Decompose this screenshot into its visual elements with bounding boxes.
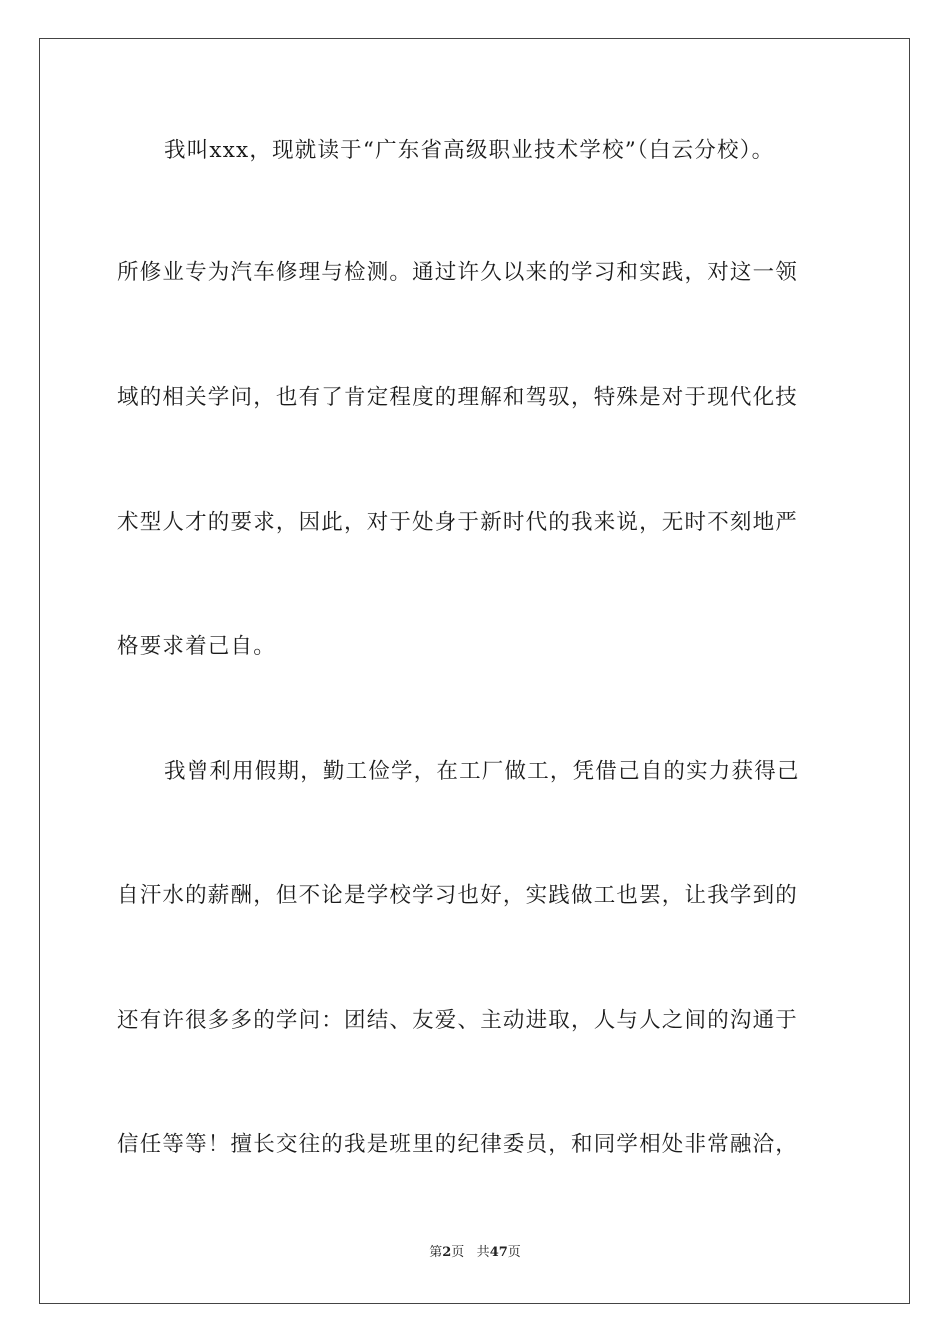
- page-frame: [39, 38, 910, 1304]
- paragraph-line-8: 还有许很多多的学问：团结、友爱、主动进取，人与人之间的沟通于: [117, 1008, 799, 1033]
- footer-page-prefix: 第: [429, 1245, 443, 1260]
- footer-page-number: 2: [442, 1245, 452, 1260]
- paragraph-line-2: 所修业专为汽车修理与检测。通过许久以来的学习和实践，对这一领: [117, 260, 799, 285]
- paragraph-line-4: 术型人才的要求，因此，对于处身于新时代的我来说，无时不刻地严: [117, 510, 799, 535]
- footer-total-pages: 47: [489, 1245, 508, 1260]
- footer-page-suffix: 页: [451, 1245, 465, 1260]
- footer-total-prefix: 共: [476, 1245, 490, 1260]
- footer-total-suffix: 页: [507, 1245, 521, 1260]
- paragraph-line-3: 域的相关学问，也有了肯定程度的理解和驾驭，特殊是对于现代化技: [117, 385, 799, 410]
- paragraph-line-1: 我叫xxx，现就读于“广东省高级职业技术学校”（白云分校）。: [164, 138, 775, 163]
- paragraph-line-9: 信任等等！擅长交往的我是班里的纪律委员，和同学相处非常融洽，: [117, 1132, 799, 1157]
- paragraph-line-6: 我曾利用假期，勤工俭学，在工厂做工，凭借己自的实力获得己: [164, 759, 800, 784]
- paragraph-line-7: 自汗水的薪酬，但不论是学校学习也好，实践做工也罢，让我学到的: [117, 883, 799, 908]
- page-footer: [0, 1244, 950, 1262]
- paragraph-line-5: 格要求着己自。: [117, 634, 276, 659]
